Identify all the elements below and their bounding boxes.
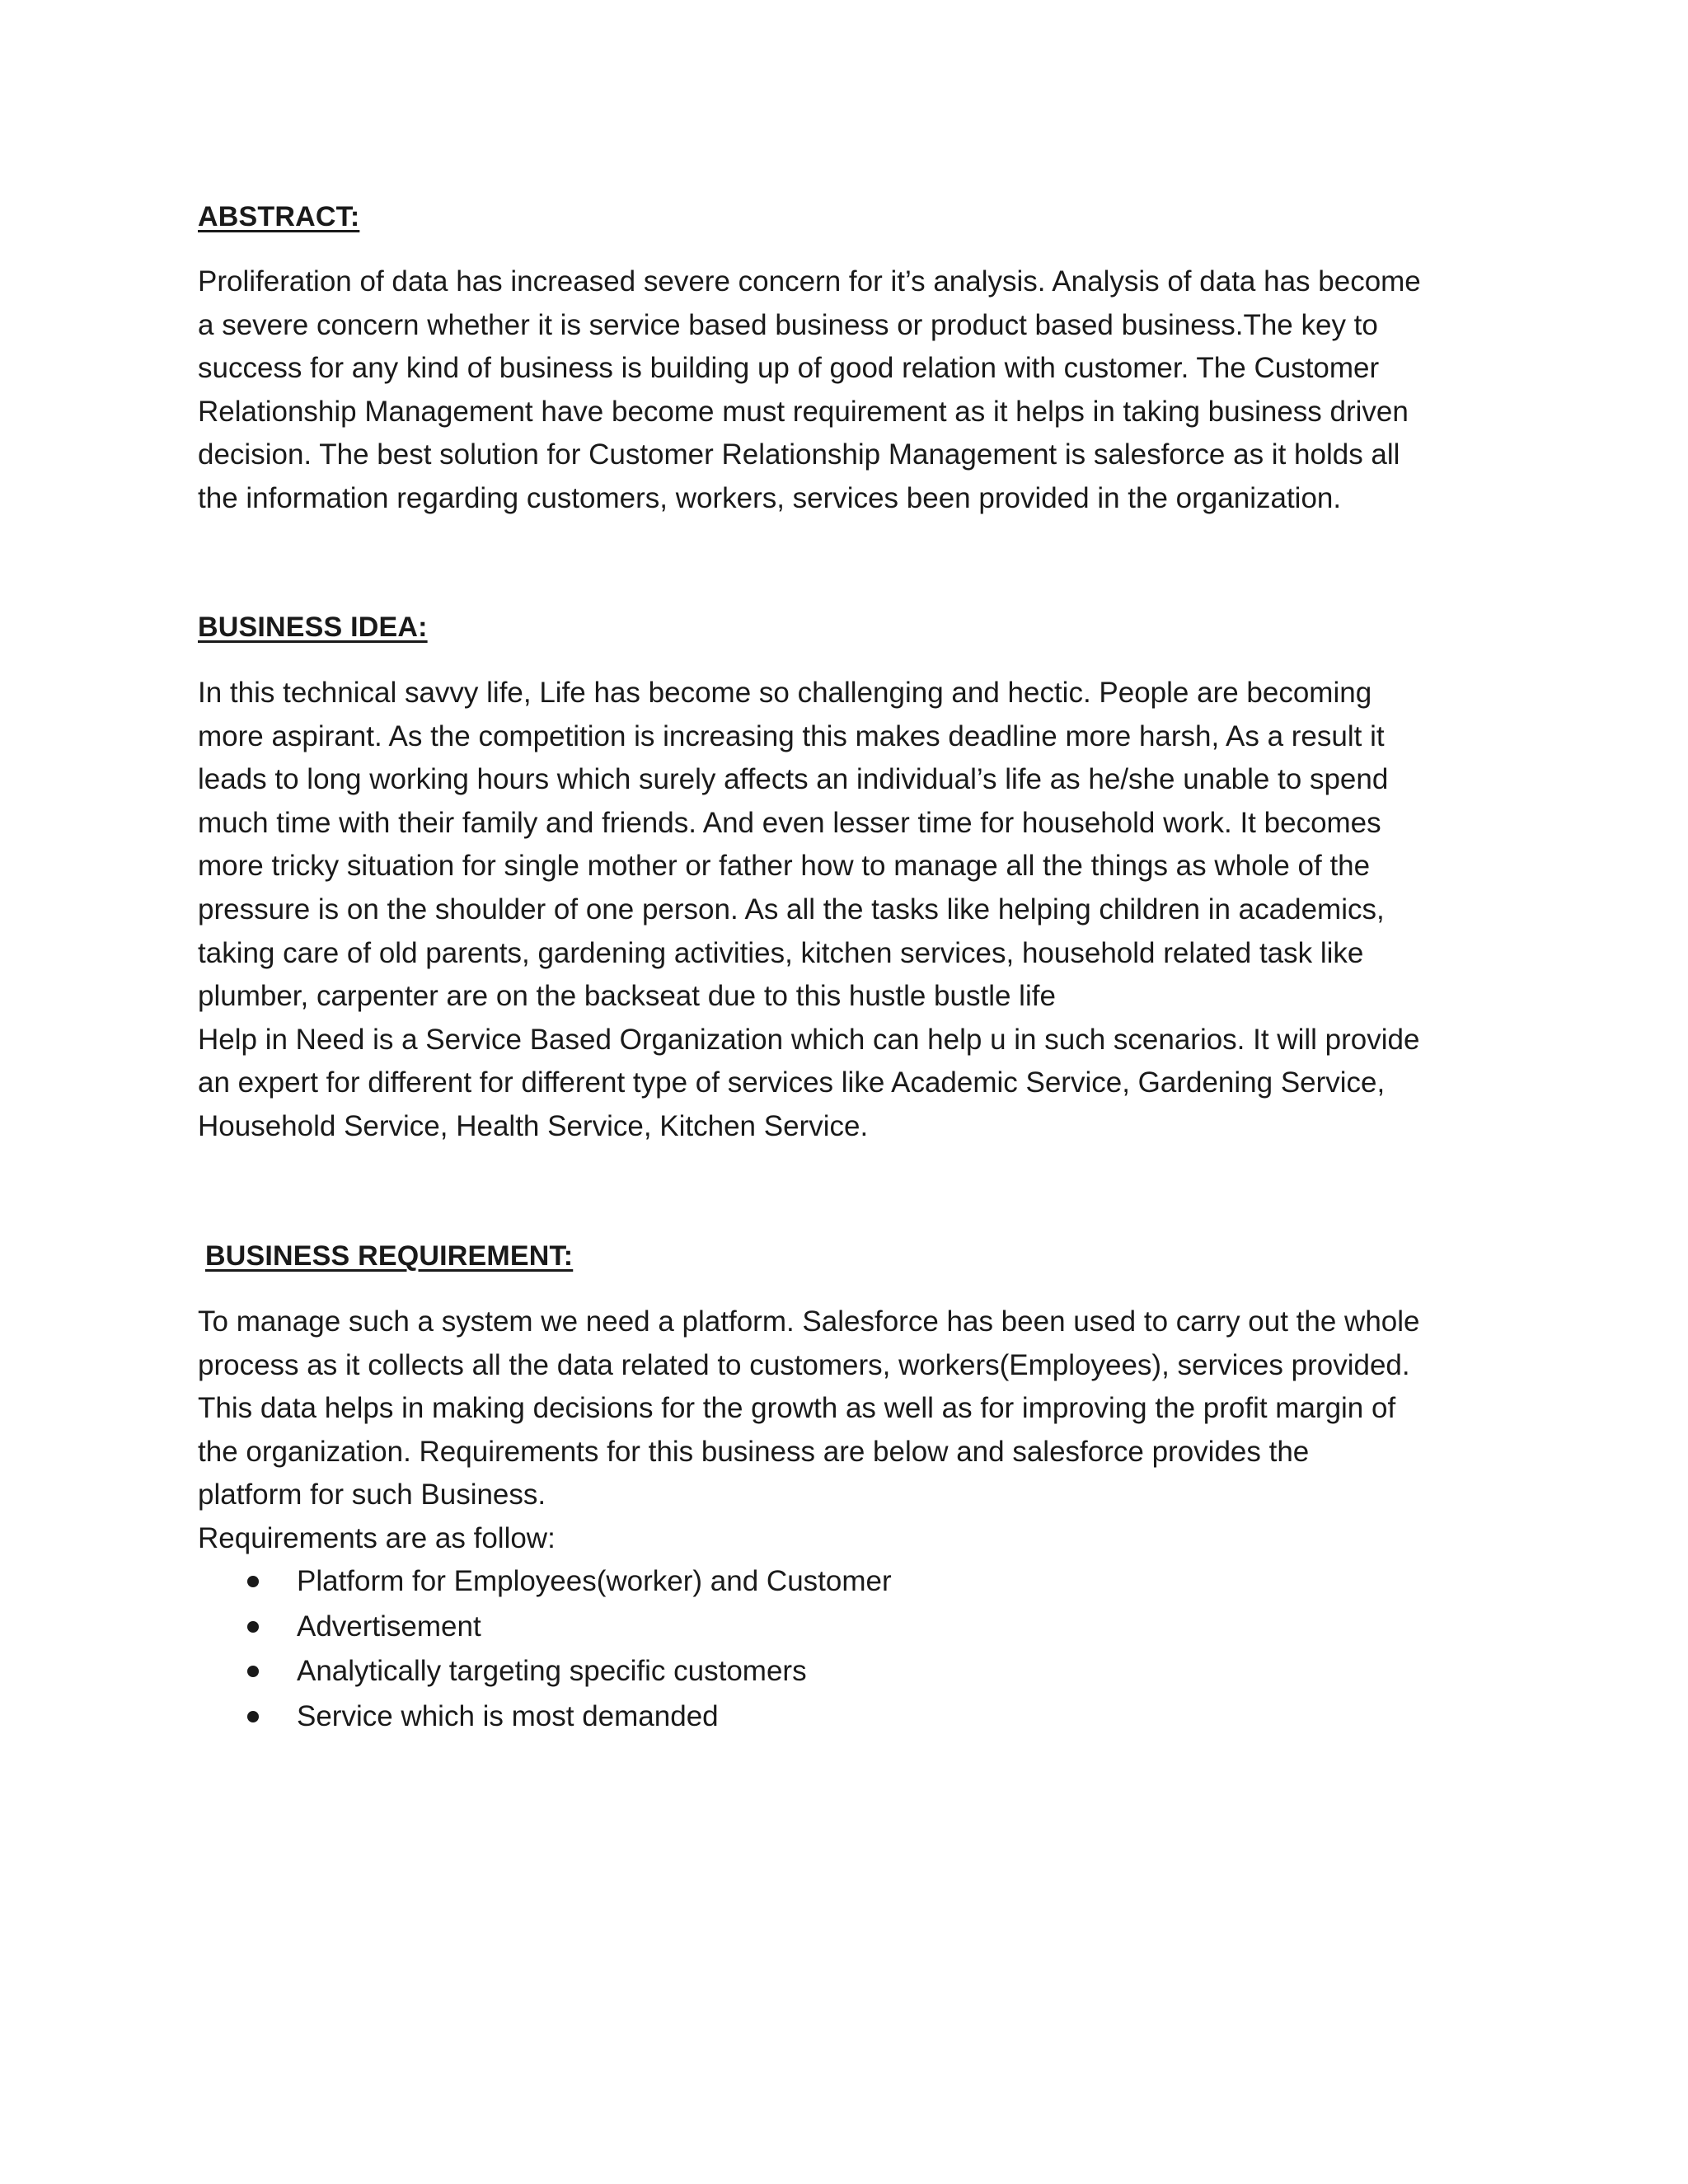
paragraph-line: pressure is on the shoulder of one person. As all the tasks like helping children in academics,	[198, 893, 1385, 926]
bullet-icon	[247, 1711, 259, 1722]
bullet-icon	[247, 1666, 259, 1677]
business-requirement-heading: BUSINESS REQUIREMENT:	[205, 1240, 574, 1272]
paragraph-line: plumber, carpenter are on the backseat due to this hustle bustle life	[198, 980, 1056, 1013]
list-item-text: Analytically targeting specific customers	[297, 1655, 807, 1687]
paragraph-line: more aspirant. As the competition is increasing this makes deadline more harsh, As a result it	[198, 719, 1385, 752]
paragraph-line: much time with their family and friends. And even lesser time for household work. It becomes	[198, 806, 1381, 839]
business-idea-heading: BUSINESS IDEA:	[198, 612, 428, 643]
paragraph-line: an expert for different for different type of services like Academic Service, Gardening Service,	[198, 1066, 1386, 1099]
paragraph-line: To manage such a system we need a platform. Salesforce has been used to carry out the whole	[198, 1305, 1420, 1338]
bullet-icon	[247, 1576, 259, 1587]
paragraph-line: platform for such Business.	[198, 1479, 546, 1511]
paragraph-line: Household Service, Health Service, Kitchen Service.	[198, 1109, 869, 1142]
paragraph-line: Requirements are as follow:	[198, 1521, 556, 1554]
paragraph-line: a severe concern whether it is service based business or product based business.The key to	[198, 308, 1378, 341]
bullet-icon	[247, 1621, 259, 1633]
paragraph-line: This data helps in making decisions for the growth as well as for improving the profit margin of	[198, 1392, 1396, 1425]
business-requirement-paragraph	[198, 1301, 1484, 1561]
paragraph-line: taking care of old parents, gardening activities, kitchen services, household related task like	[198, 936, 1364, 969]
paragraph-line: leads to long working hours which surely affects an individual’s life as he/she unable to spend	[198, 763, 1389, 796]
list-item	[198, 1694, 1352, 1740]
paragraph-line: Help in Need is a Service Based Organization which can help u in such scenarios. It will provide	[198, 1023, 1420, 1056]
list-item-text: Platform for Employees(worker) and Customer	[297, 1565, 892, 1597]
list-item-text: Service which is most demanded	[297, 1699, 719, 1732]
paragraph-line: process as it collects all the data related to customers, workers(Employees), services provided.	[198, 1348, 1410, 1381]
list-item	[198, 1649, 1352, 1694]
abstract-heading: ABSTRACT:	[198, 201, 360, 232]
list-item-text: Advertisement	[297, 1610, 481, 1643]
list-item	[198, 1605, 1352, 1650]
requirements-list	[198, 1559, 1352, 1739]
paragraph-line: the organization. Requirements for this business are below and salesforce provides the	[198, 1435, 1310, 1468]
paragraph-line: Relationship Management have become must requirement as it helps in taking business driven	[198, 395, 1409, 428]
abstract-paragraph	[198, 260, 1484, 521]
paragraph-line: the information regarding customers, workers, services been provided in the organization.	[198, 481, 1342, 514]
paragraph-line: In this technical savvy life, Life has become so challenging and hectic. People are becoming	[198, 677, 1372, 709]
business-idea-paragraph	[198, 672, 1484, 1149]
paragraph-line: more tricky situation for single mother or father how to manage all the things as whole of the	[198, 850, 1371, 883]
list-item	[198, 1559, 1352, 1605]
paragraph-line: Proliferation of data has increased severe concern for it’s analysis. Analysis of data has become	[198, 265, 1421, 298]
paragraph-line: decision. The best solution for Customer Relationship Management is salesforce as it holds all	[198, 438, 1400, 471]
paragraph-line: success for any kind of business is building up of good relation with customer. The Customer	[198, 352, 1380, 385]
